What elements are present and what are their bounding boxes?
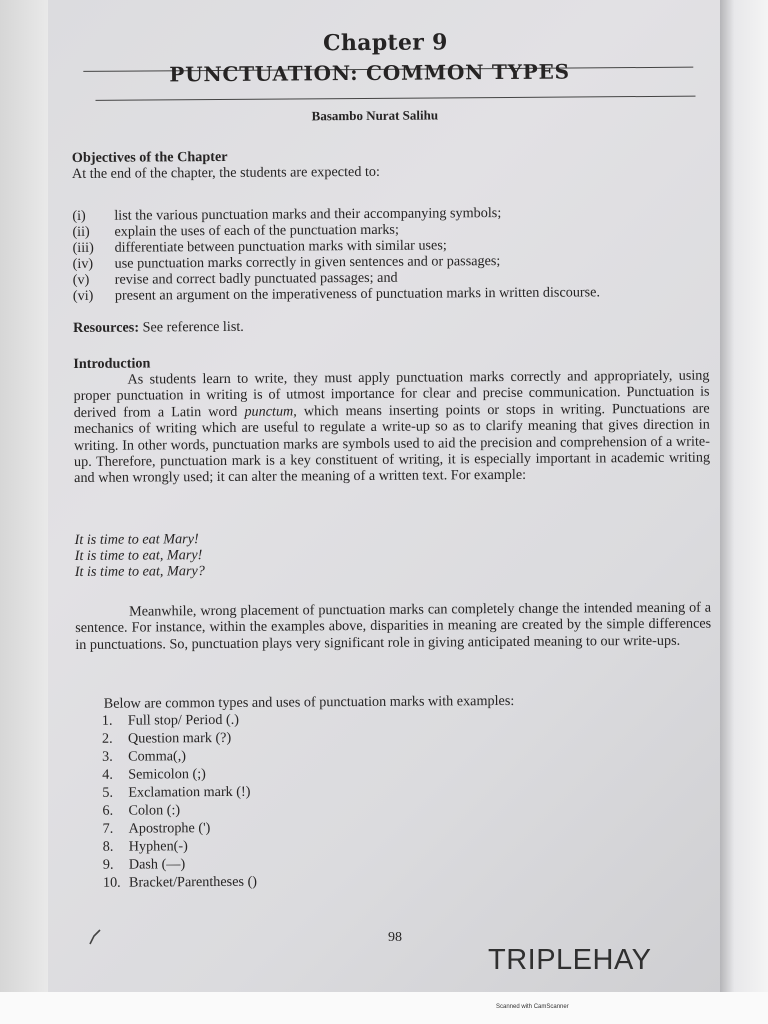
type-number: 5. [102,784,114,801]
intro-latin-word: punctum, [244,403,297,420]
type-item [102,711,256,730]
scanner-credit: Scanned with CamScanner [496,1004,569,1010]
type-number: 2. [101,730,113,747]
introduction-paragraph [73,368,710,487]
pen-mark-icon [88,926,106,946]
example-sentence: It is time to eat Mary! [74,531,199,548]
objective-text: use punctuation marks correctly in given sentences and or passages; [114,253,501,272]
watermark-logo: TRIPLEHAY [488,944,652,976]
example-sentence: It is time to eat, Mary! [74,547,203,564]
type-number: 3. [102,748,113,765]
chapter-title: PUNCTUATION: COMMON TYPES [169,59,570,87]
type-item [102,729,256,748]
objective-text: revise and correct badly punctuated passages; and [114,269,398,288]
resources-label: Resources: [73,319,140,336]
type-item [103,819,257,838]
type-text: Apostrophe (') [128,820,211,837]
type-item [103,837,257,856]
objective-number: (iv) [72,255,94,272]
objective-text: present an argument on the imperativeness of punctuation marks in written discourse. [114,284,601,304]
meanwhile-paragraph: Meanwhile, wrong placement of punctuation marks can completely change the intended meaning of a sentence. For instance, within the examples above, disparities in meaning are created by the simple differences in punctuations. So, punctuation plays very significant role in giving anticipated meaning to our write-ups. [75,599,712,653]
introduction-heading: Introduction [73,355,151,372]
objective-number: (ii) [72,223,90,240]
type-number: 1. [101,712,113,729]
type-text: Question mark (?) [127,729,232,747]
type-item [102,801,256,820]
objectives-intro: At the end of the chapter, the students are expected to: [71,163,380,182]
intro-text-end: which means inserting points or stops in writing. Punctuations are mechanics of writing which are useful to regulate a write-up so as to clarify meaning that gives direction in writing. In other words, punctuation marks are symbols used to aid the precision and comprehension of a write-up. Therefore, punctuation mark is a key constituent of writing, it is especially important in academic writing and when wrongly used; it can alter the meaning of a written text. For example: [73,400,711,487]
type-text: Exclamation mark (!) [128,783,251,801]
type-text: Full stop/ Period (.) [127,711,240,729]
type-number: 7. [102,820,114,837]
type-text: Semicolon (;) [128,766,206,783]
objectives-heading: Objectives of the Chapter [71,148,228,166]
objective-number: (vi) [72,287,94,304]
example-sentence: It is time to eat, Mary? [74,563,205,580]
objective-text: list the various punctuation marks and their accompanying symbols; [114,205,502,224]
type-number: 10. [102,874,121,891]
objective-text: explain the uses of each of the punctuation marks; [114,221,399,240]
type-item [102,747,256,766]
type-item [103,873,257,892]
type-item [103,855,257,874]
objectives-list [72,204,713,304]
type-number: 8. [102,838,114,855]
page-number: 98 [388,930,402,945]
page-right-shadow [720,0,768,992]
objective-text: differentiate between punctuation marks with similar uses; [114,237,447,256]
page-left-edge [0,0,48,992]
scan-bottom-band [0,992,768,1024]
chapter-number: Chapter 9 [323,29,448,57]
type-item [102,783,256,802]
type-number: 4. [102,766,113,783]
example-sentences [75,531,205,580]
objective-number: (v) [72,271,90,288]
type-text: Colon (:) [128,802,181,819]
type-item [102,765,256,784]
objective-number: (iii) [72,239,94,256]
type-number: 6. [102,802,114,819]
type-text: Comma(,) [128,748,187,765]
type-number: 9. [102,856,114,873]
type-text: Dash (—) [128,856,186,873]
type-text: Bracket/Parentheses () [128,873,258,891]
intro-text-start: As students learn to write, they must apply punctuation marks correctly and appropriately, using proper punctuation in writing is of utmost importance for clear and precise communication. Punctuation is derived from a Latin word [73,367,710,421]
type-text: Hyphen(-) [128,838,188,855]
objective-number: (i) [72,207,86,224]
punctuation-types-list [102,711,257,892]
resources-text: See reference list. [138,318,244,336]
author-name: Basambo Nurat Salihu [311,107,439,124]
types-intro: Below are common types and uses of punctuation marks with examples: [103,692,515,712]
